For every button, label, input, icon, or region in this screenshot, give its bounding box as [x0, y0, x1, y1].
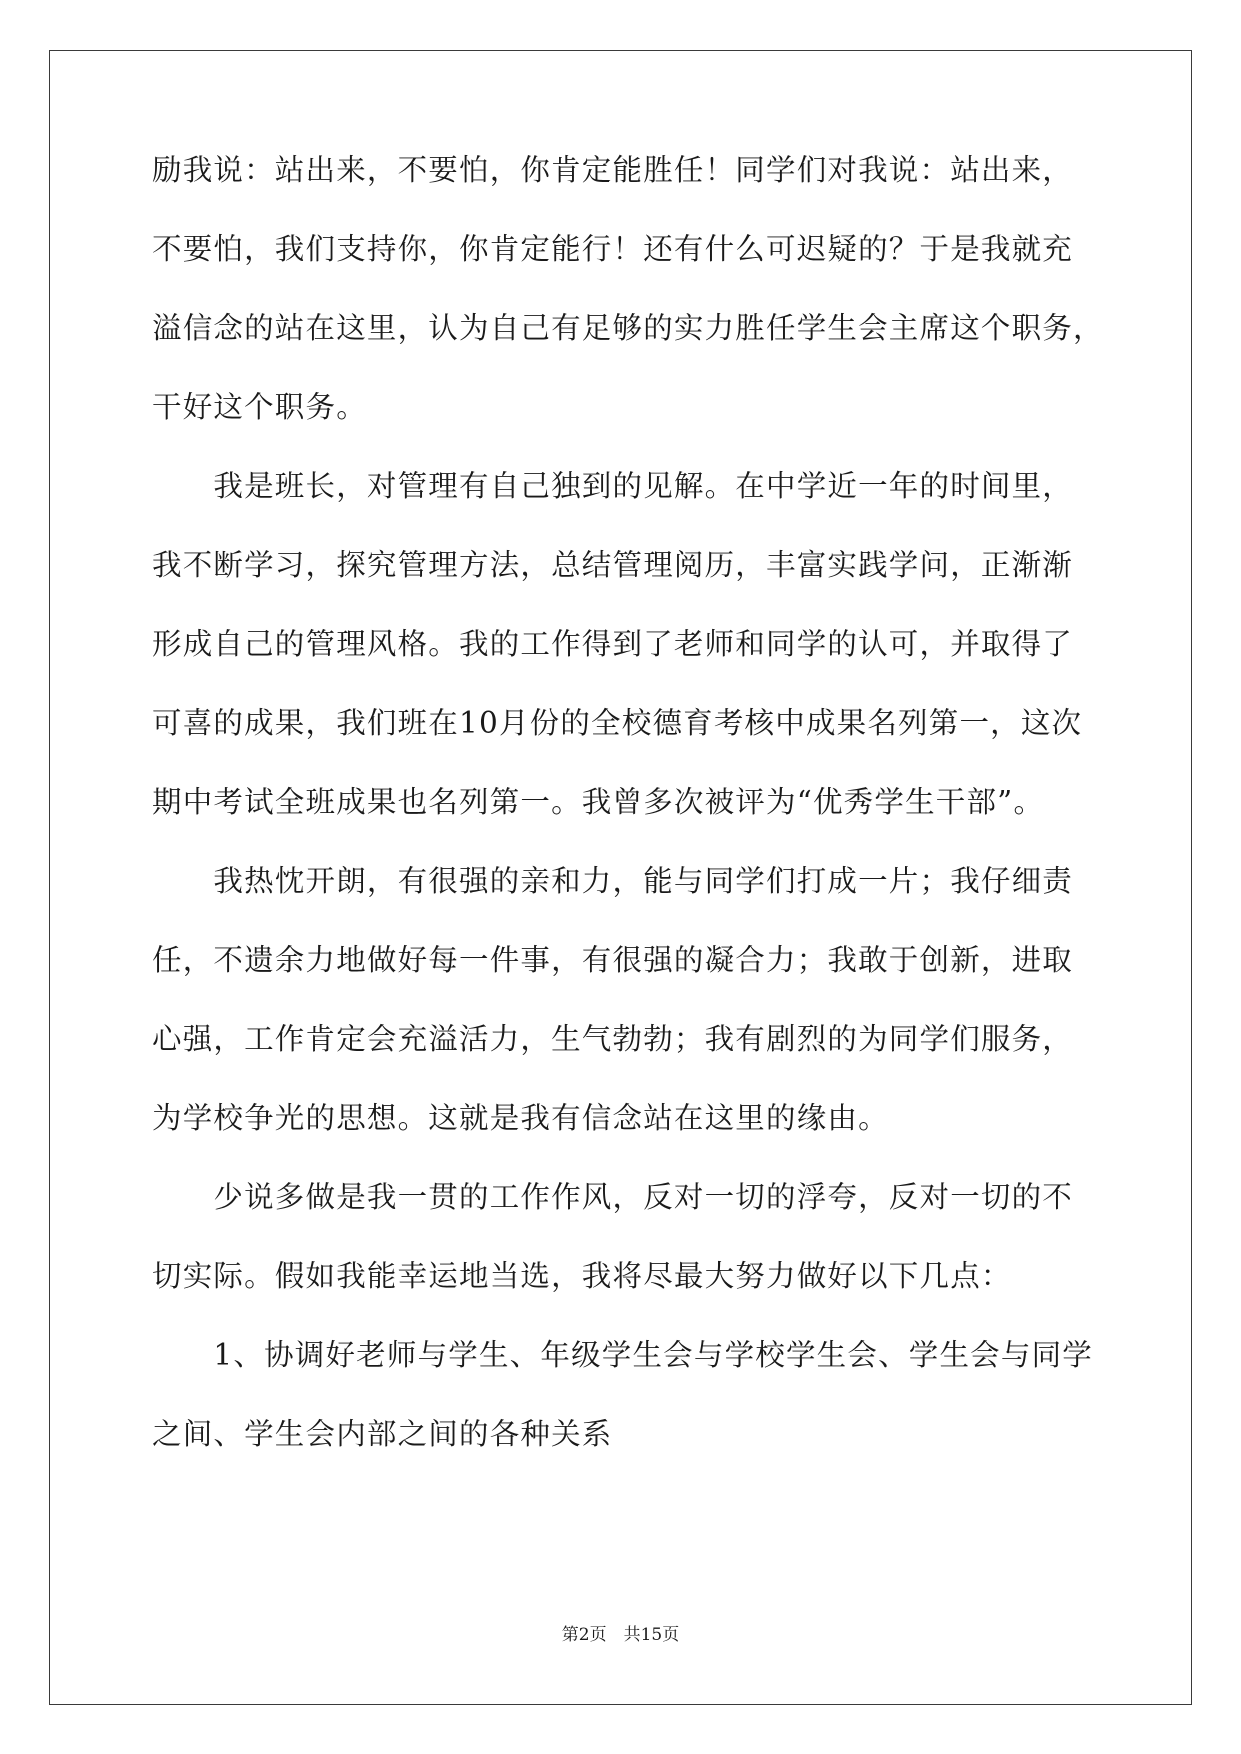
text-line: 形成自己的管理风格。我的工作得到了老师和同学的认可，并取得了 — [152, 627, 1074, 661]
text-line: 之间、学生会内部之间的各种关系 — [152, 1417, 613, 1451]
text-line: 干好这个职务。 — [152, 390, 367, 424]
text-line: 心强，工作肯定会充溢活力，生气勃勃；我有剧烈的为同学们服务， — [152, 1022, 1074, 1056]
text-line: 我不断学习，探究管理方法，总结管理阅历，丰富实践学问，正渐渐 — [152, 548, 1074, 582]
text-line: 励我说：站出来，不要怕，你肯定能胜任！同学们对我说：站出来， — [152, 153, 1074, 187]
text-line: 切实际。假如我能幸运地当选，我将尽最大努力做好以下几点： — [152, 1259, 1012, 1293]
text-line: 溢信念的站在这里，认为自己有足够的实力胜任学生会主席这个职务， — [152, 311, 1104, 345]
text-line: 我热忱开朗，有很强的亲和力，能与同学们打成一片；我仔细责 — [152, 864, 1074, 898]
page-number: 第2页 共15页 — [561, 1625, 680, 1645]
text-line: 我是班长，对管理有自己独到的见解。在中学近一年的时间里， — [152, 469, 1074, 503]
text-line: 为学校争光的思想。这就是我有信念站在这里的缘由。 — [152, 1101, 889, 1135]
text-line: 任，不遗余力地做好每一件事，有很强的凝合力；我敢于创新，进取 — [152, 943, 1074, 977]
text-line: 期中考试全班成果也名列第一。我曾多次被评为“优秀学生干部”。 — [152, 785, 1045, 819]
text-line: 少说多做是我一贯的工作作风，反对一切的浮夸，反对一切的不 — [152, 1180, 1074, 1214]
text-line: 1、协调好老师与学生、年级学生会与学校学生会、学生会与同学 — [152, 1338, 1093, 1372]
text-line: 不要怕，我们支持你，你肯定能行！还有什么可迟疑的？于是我就充 — [152, 232, 1074, 266]
text-line: 可喜的成果，我们班在10月份的全校德育考核中成果名列第一，这次 — [152, 706, 1083, 740]
